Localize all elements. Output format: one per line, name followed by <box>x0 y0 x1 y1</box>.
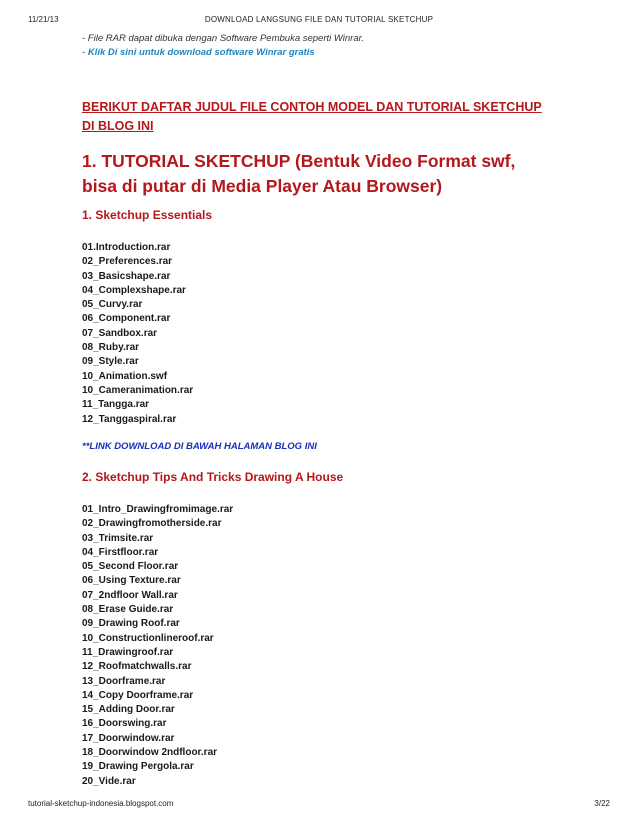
house-tips-heading: 2. Sketchup Tips And Tricks Drawing A House <box>82 470 344 484</box>
list-item: 11_Tangga.rar <box>82 399 150 411</box>
list-item: 04_Complexshape.rar <box>82 284 186 296</box>
list-item: 05_Curvy.rar <box>82 299 143 311</box>
list-item: 02_Drawingfromotherside.rar <box>82 518 222 530</box>
list-item: 18_Doorwindow 2ndfloor.rar <box>82 747 218 759</box>
list-item: 01.Introduction.rar <box>82 242 171 253</box>
download-note: **LINK DOWNLOAD DI BAWAH HALAMAN BLOG INI <box>82 441 317 452</box>
list-item: 03_Trimsite.rar <box>82 532 154 544</box>
list-item: 10_Cameranimation.rar <box>82 384 194 396</box>
print-footer <box>28 799 610 811</box>
winrar-link-dash: - <box>82 47 88 58</box>
print-date: 11/21/13 <box>28 15 59 24</box>
print-header <box>28 15 610 27</box>
winrar-download-link[interactable]: Klik Di sini untuk download software Winrar gratis <box>87 47 315 58</box>
winrar-link-line <box>82 46 562 60</box>
list-item: 03_Basicshape.rar <box>82 270 171 282</box>
footer-url: tutorial-sketchup-indonesia.blogspot.com <box>28 799 174 808</box>
list-item: 01_Intro_Drawingfromimage.rar <box>82 504 234 515</box>
list-item: 09_Style.rar <box>82 356 139 368</box>
list-item: 15_Adding Door.rar <box>82 704 175 716</box>
list-item: 12_Tanggaspiral.rar <box>82 413 177 425</box>
rar-note: - File RAR dapat dibuka dengan Software Pembuka seperti Winrar. <box>82 33 365 44</box>
list-item: 14_Copy Doorframe.rar <box>82 689 194 701</box>
list-item: 08_Ruby.rar <box>82 342 140 354</box>
list-item: 10_Constructionlineroof.rar <box>82 632 214 644</box>
list-item: 20_Vide.rar <box>82 775 136 787</box>
list-item: 12_Roofmatchwalls.rar <box>82 661 192 673</box>
list-item: 06_Using Texture.rar <box>82 575 181 587</box>
list-item: 16_Doorswing.rar <box>82 718 167 730</box>
list-item: 04_Firstfloor.rar <box>82 546 159 558</box>
page-content <box>82 32 562 787</box>
list-item: 08_Erase Guide.rar <box>82 604 174 616</box>
print-title: DOWNLOAD LANGSUNG FILE DAN TUTORIAL SKETCHUP <box>204 15 434 24</box>
section-title: BERIKUT DAFTAR JUDUL FILE CONTOH MODEL DAN TUTORIAL SKETCHUP DI BLOG INI <box>82 100 542 133</box>
page-number: 3/22 <box>594 799 610 808</box>
list-item: 13_Doorframe.rar <box>82 675 166 687</box>
list-item: 11_Drawingroof.rar <box>82 646 174 658</box>
list-item: 05_Second Floor.rar <box>82 561 179 573</box>
tutorial-heading: 1. TUTORIAL SKETCHUP (Bentuk Video Format swf, bisa di putar di Media Player Atau Browser) <box>82 151 516 196</box>
list-item: 07_Sandbox.rar <box>82 327 158 339</box>
house-tips-file-list <box>82 503 233 789</box>
essentials-file-list <box>82 241 193 427</box>
list-item: 17_Doorwindow.rar <box>82 732 175 744</box>
list-item: 07_2ndfloor Wall.rar <box>82 589 178 601</box>
list-item: 10_Animation.swf <box>82 370 168 382</box>
list-item: 06_Component.rar <box>82 313 171 325</box>
essentials-heading: 1. Sketchup Essentials <box>82 208 213 222</box>
list-item: 02_Preferences.rar <box>82 256 173 268</box>
list-item: 09_Drawing Roof.rar <box>82 618 180 630</box>
list-item: 19_Drawing Pergola.rar <box>82 761 194 773</box>
